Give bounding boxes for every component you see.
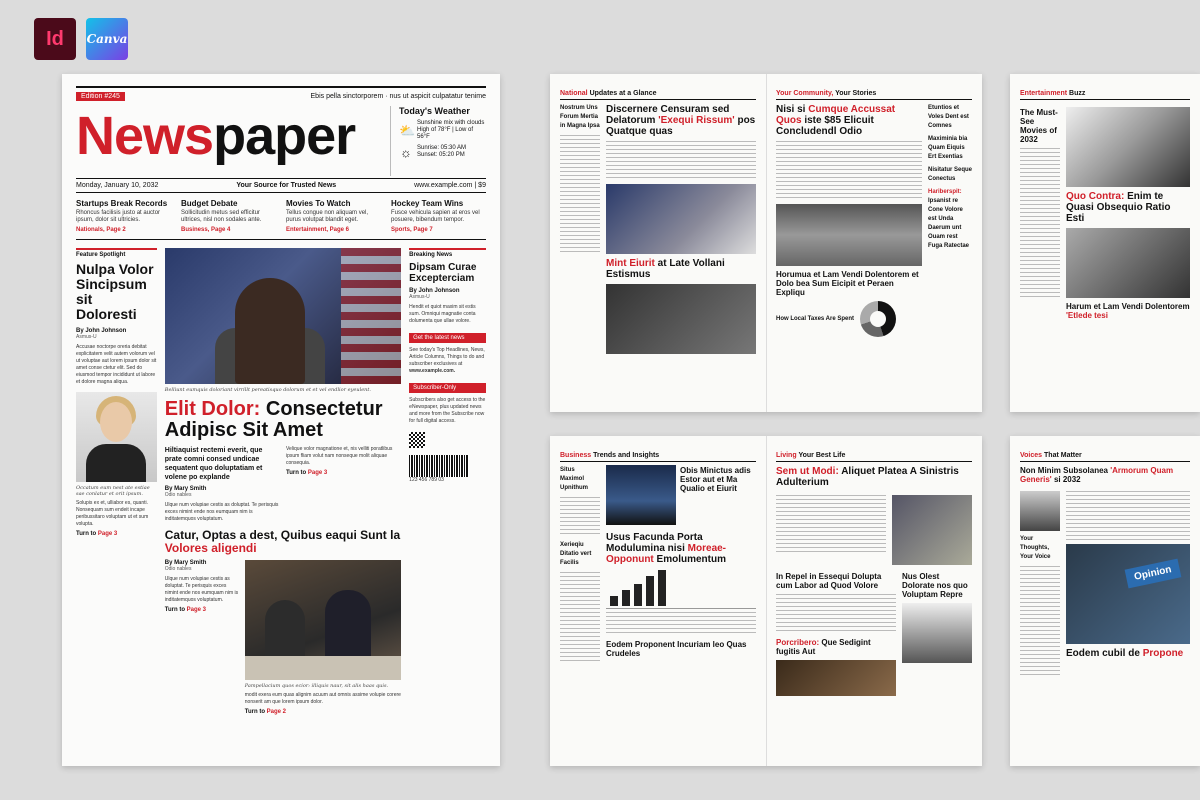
byline: By John Johnson [76, 328, 127, 334]
donut-chart [860, 301, 896, 337]
latest-link[interactable]: www.example.com. [409, 368, 456, 374]
byline-role: Asmus-U [76, 334, 97, 340]
left-body: Solupis ex et, ulliabor es, quanti. Nonsequam sum endeit incape peribussitaro voluptam ut et sum volupta. [76, 500, 149, 527]
section-header: Entertainment Buzz [1020, 90, 1190, 100]
barcode [409, 455, 469, 477]
band-photo [1066, 107, 1190, 187]
top-tagline: Ebis pella sinctorporem · nus ut aspicit culpatatur tenime [310, 92, 486, 100]
section-header: National Updates at a Glance [560, 90, 756, 100]
politicians-photo [606, 184, 756, 254]
photo-caption: Pampellacium quos ecior: illiquis naur, sit alis haas quis. [244, 683, 389, 689]
teaser: Startups Break Records Rhoncus facilisis justo at auctor ipsum, dolor sit ultricies. Nationals, Page 2 [76, 199, 168, 233]
turn-to: Turn to Page 3 [76, 531, 118, 537]
second-headline: Catur, Optas a dest, Quibus eaqui Sunt la Volores aligendi [164, 528, 401, 555]
food-photo [776, 660, 896, 696]
left-column [76, 248, 157, 715]
spread-entertainment: Entertainment Buzz The Must-See Movies of 2032 Quo Contra: Enim te Quasi Obsequio Ratio Esti Harum et Lam Vendi Dolentorem 'Etlede tesi [1010, 74, 1200, 412]
spread-national-community: National Updates at a Glance Nostrum Uns Forum Mertia in Magna Ipsa Discernere Censuram sed Delatorum 'Exequi Rissum' pos Quatque quas Mint Eiurit at Late Vollani Estismus Your Community, Your Stories Nisi si Cumque Accussat Quos iste $85 Elicuit Concludendl Odio Horumua et Lam Vendi Dolentorem et Dolo bea Sum Eicipit et Peraen Expliqu How Local Taxes Are Spent Etuntios et Voles Dent est Comnes Maximinia bia Quam Eiquis Ert Exentias Nisitatur Seque Conectus Hariberspit: Ipsanist re Cone Volore est Unda Daerum unt Ouam rest Fuga Ratectae [550, 74, 982, 412]
photo-caption: Belliunt eumquis doloriant virrillt pereatisquo dolorum et et vel endlior eyeulent. [164, 387, 371, 393]
website-price: www.example.com | $9 [414, 182, 486, 189]
weather-title: Today's Weather [399, 106, 470, 116]
section-header: Living Your Best Life [776, 452, 972, 462]
barcode-number: 123 456 789 03 [409, 477, 444, 483]
breaking-label: Breaking News [409, 248, 486, 258]
indesign-icon: Id [34, 18, 76, 60]
qr-code-icon [409, 432, 425, 448]
teaser: Budget Debate Sollicitudin metus sed efficitur ultrices, nisl non sodales ante. Business, Page 4 [181, 199, 262, 233]
spread-voices: Voices That Matter Non Minim Subsolanea 'Armorum Quam Generis' si 2032 Your Thoughts, Your Voice Opinion Eodem cubil de Propone [1010, 436, 1200, 766]
dateline [76, 178, 486, 193]
lead-headline: Elit Dolor: Consectetur Adipisc Sit Amet [164, 398, 383, 441]
photo-caption: Occatum eum nest ate estiae sae conlatur et orit ipsum. [76, 485, 150, 497]
issue-date: Monday, January 10, 2032 [76, 182, 159, 189]
city-photo [606, 465, 676, 525]
subscriber-label: Subscriber-Only [409, 383, 486, 393]
speaker-photo [606, 284, 756, 354]
front-page [62, 74, 500, 766]
teaser-row [76, 199, 486, 240]
section-header: Your Community, Your Stories [776, 90, 972, 100]
breaking-headline: Dipsam Curae Excepterciam [409, 262, 477, 284]
meeting-photo [245, 560, 401, 680]
crowd-photo [776, 204, 922, 266]
teaser: Hockey Team Wins Fusce vehicula sapien at eros vel posuere, bibendum tempor. Sports, Page 7 [391, 199, 480, 233]
portrait-photo [76, 392, 157, 482]
top-bar [76, 86, 486, 100]
slogan: Your Source for Trusted News [236, 182, 337, 189]
newspaper-title: Newspaper [76, 106, 356, 166]
speaker-photo [165, 248, 401, 384]
spread-business-living: Business Trends and Insights Situs Maximol Upnithum Xerieqiu Ditatio vert Facilis Obis Minictus adis Estor aut et Ma Qualio et Eiurit Usus Facunda Porta Modulumina nisi Moreae-Opponunt Emolumentum Eodem Proponent Incuriam leo Quas Crudeles Living Your Best Life Sem ut Modi: Aliquet Platea A Sinistris Adulterium In Repel in Essequi Dolupta cum Labor ad Quod Volore Porcribero: Que Sedigint fugitis Aut Nus Olest Dolorate nos quo Voluptam Repre [550, 436, 982, 766]
middle-column: Belliunt eumquis doloriant virrillt pereatisquo dolorum et et vel endlior eyeulent. Elit Dolor: Consectetur Adipisc Sit Amet Hiltiaquist rectemi everit, que prate comni consed undicae sequatent quo doluptatiam et volene po explande By Mary Smith Odio nables Ulque num volupiae cestis as doluptat. Te perisquis exces nimint ende nos eumquam nim is inditatemquos voluptatum. Velique volor magnatione et, nis velliti poratlibus ipsum fliam volut nam nonseque molit aliquae consequia. Turn to Page 3 Catur, Optas a dest, Quibus eaqui Sunt la Volores aligendi By Mary Smith Odio nables Ulque num volupiae cestis as doluptat. Te perisquis exces nimint ende nos eumquam nim is inditatemquos voluptatum. Turn to Page 3 Pampellacium quos ecior: illiquis naur, sit alis haas quis. modit exera eum quas alignim acuum aut omnis assime volupie corere nonserit am que lorem ipsum dolor. Turn to Page 2 [165, 248, 401, 715]
sunrise-sunset-icon: ☼ [400, 144, 412, 160]
right-column: Breaking News Dipsam Curae Excepterciam By John Johnson Asmus-U Hendit et quiot maxim sit estis sum. Omniqui magnatie conta dolumenta que ullae volore. Get the latest news See today's Top Headlines, News, Article Columns, Things to do and subscriber exclusives at www.example.com. Subscriber-Only Subscribers also get access to the eNewspaper, plus updated news and more from the Subscribe now for full digital access. 123 456 789 03 [409, 248, 486, 715]
canva-icon: Canva [86, 18, 128, 60]
article-headline: Discernere Censuram sed Delatorum 'Exequi Rissum' pos Quatque quas [606, 104, 756, 137]
article-headline: Mint Eiurit at Late Vollani Estismus [606, 258, 725, 280]
man-photo [892, 495, 972, 565]
sculpture-photo [902, 603, 972, 663]
section-header: Business Trends and Insights [560, 452, 756, 462]
article-headline: Nisi si Cumque Accussat Quos iste $85 Elicuit Concludendl Odio [776, 104, 896, 137]
latest-news-label: Get the latest news [409, 333, 486, 343]
feature-label: Feature Spotlight [76, 248, 157, 258]
edition-badge: Edition #245 [76, 92, 125, 101]
feature-body: Accusae noctorpe oreria debitat explicitatem velit autem volorum vel ut voluptae aut lorem ipsum dolor sit amet conse ctetur elit. Sed do eiusmod tempor incididunt ut labore et dolore magna aliqua. [76, 344, 157, 385]
masthead [76, 106, 486, 176]
bar-chart [606, 569, 756, 609]
section-header: Voices That Matter [1020, 452, 1190, 462]
keyboard-photo: Opinion [1066, 544, 1190, 644]
feature-headline: Nulpa Volor Sincipsum sit Doloresti [76, 261, 154, 322]
actor-photo [1066, 228, 1190, 298]
teaser: Movies To Watch Tellus congue non aliquam vel, purus volutpat blandit eget. Entertainment, Page 6 [286, 199, 369, 233]
weather-box: Today's Weather ⛅ Sunshine mix with clouds High of 78°F | Low of 56°F ☼ Sunrise: 05:30 AM Sunset: 05:20 PM [390, 106, 486, 176]
turn-to: Turn to Page 3 [164, 607, 207, 613]
partly-cloudy-icon: ⛅ [399, 123, 416, 138]
turn-to: Turn to Page 3 [285, 470, 328, 476]
pull-quote: Hiltiaquist rectemi everit, que prate comni consed undicae sequatent quo doluptatiam et volene po explande [164, 447, 263, 481]
turn-to: Turn to Page 2 [244, 709, 287, 715]
portrait-photo [1020, 491, 1060, 531]
